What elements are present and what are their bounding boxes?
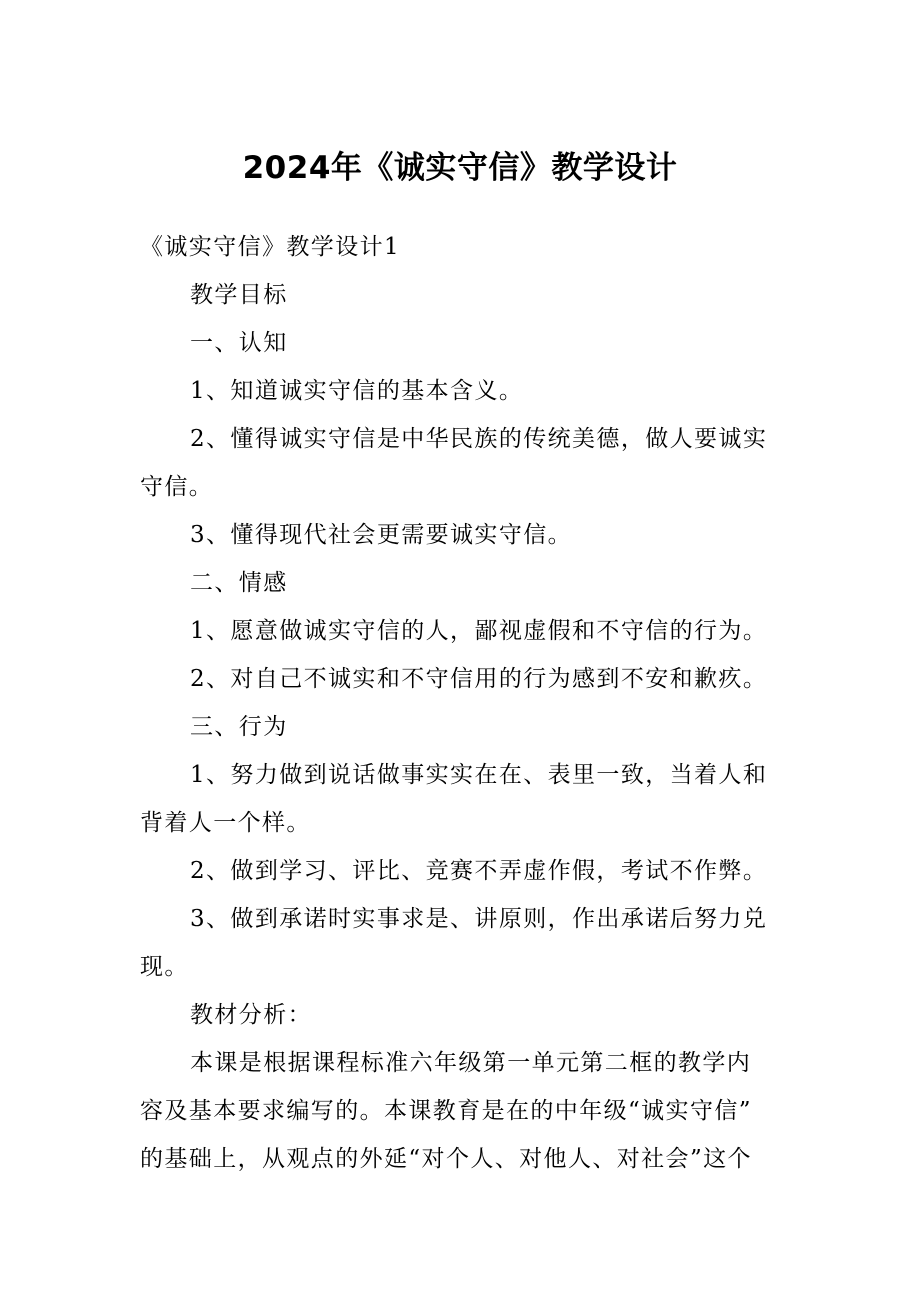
subheading-teaching-goals: 教学目标 bbox=[190, 282, 288, 308]
subheading-emotion: 二、情感 bbox=[190, 570, 288, 596]
list-item: 1、愿意做诚实守信的人，鄙视虚假和不守信的行为。 bbox=[190, 618, 768, 644]
paragraph-line: 容及基本要求编写的。本课教育是在的中年级“诚实守信” bbox=[140, 1098, 752, 1124]
list-item: 2、懂得诚实守信是中华民族的传统美德，做人要诚实 bbox=[190, 426, 768, 452]
list-item-continuation: 背着人一个样。 bbox=[140, 810, 311, 836]
section-heading: 《诚实守信》教学设计1 bbox=[140, 234, 401, 260]
list-item: 1、努力做到说话做事实实在在、表里一致，当着人和 bbox=[190, 762, 768, 788]
list-item: 1、知道诚实守信的基本含义。 bbox=[190, 378, 524, 404]
document-title: 2024年《诚实守信》教学设计 bbox=[242, 150, 678, 186]
document-body bbox=[140, 223, 790, 1183]
subheading-cognition: 一、认知 bbox=[190, 330, 288, 356]
list-item-continuation: 守信。 bbox=[140, 474, 214, 500]
list-item: 2、做到学习、评比、竞赛不弄虚作假，考试不作弊。 bbox=[190, 858, 768, 884]
list-item: 3、懂得现代社会更需要诚实守信。 bbox=[190, 522, 573, 548]
paragraph-line: 本课是根据课程标准六年级第一单元第二框的教学内 bbox=[190, 1050, 752, 1076]
list-item: 2、对自己不诚实和不守信用的行为感到不安和歉疚。 bbox=[190, 666, 768, 692]
paragraph-line: 的基础上，从观点的外延“对个人、对他人、对社会”这个 bbox=[140, 1146, 752, 1172]
list-item-continuation: 现。 bbox=[140, 954, 189, 980]
subheading-behavior: 三、行为 bbox=[190, 714, 288, 740]
subheading-material-analysis: 教材分析： bbox=[190, 1002, 312, 1028]
list-item: 3、做到承诺时实事求是、讲原则，作出承诺后努力兑 bbox=[190, 906, 768, 932]
